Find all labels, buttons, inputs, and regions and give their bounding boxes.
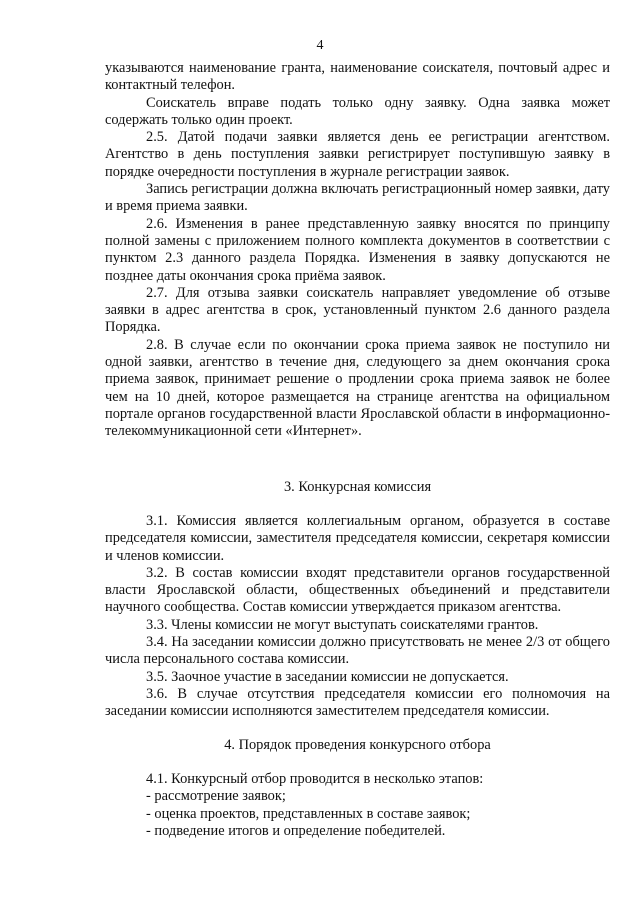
list-item: - оценка проектов, представленных в составе заявок; (146, 805, 471, 822)
paragraph: 3.5. Заочное участие в заседании комиссии не допускается. (146, 668, 509, 685)
section-4-body (105, 771, 610, 840)
paragraph: 3.4. На заседании комиссии должно присутствовать не менее 2/3 от общего числа персонального состава комиссии. (105, 634, 610, 668)
list-item: - рассмотрение заявок; (146, 788, 286, 805)
paragraph: 2.5. Датой подачи заявки является день ее регистрации агентством. Агентство в день поступления заявки регистрирует поступившую заявку в порядке очередности поступления в журнале регистрации заявок. (105, 129, 610, 180)
section-3-body (105, 513, 610, 721)
section-heading: 3. Конкурсная комиссия (283, 479, 432, 495)
paragraph: 3.3. Члены комиссии не могут выступать соискателями грантов. (146, 616, 539, 633)
section-2-continuation (105, 60, 610, 441)
paragraph: 2.8. В случае если по окончании срока приема заявок не поступило ни одной заявки, агентство в течение дня, следующего за днем окончания срока приема заявок, принимает решение о продлении срока приема заявок не более чем на 10 дней, которое размещается на странице агентства на официальном портале органов государственной власти Ярославской области в информационно-телекоммуникационной сети «Интернет». (105, 336, 610, 440)
paragraph: 2.6. Изменения в ранее представленную заявку вносятся по принципу полной замены с приложением полного комплекта документов в соответствии с пунктом 2.3 данного раздела Порядка. Изменения в заявку допускаются не позднее даты окончания срока приёма заявок. (105, 215, 610, 284)
paragraph: Запись регистрации должна включать регистрационный номер заявки, дату и время приема заявки. (105, 181, 610, 215)
paragraph: 2.7. Для отзыва заявки соискатель направляет уведомление об отзыве заявки в адрес агентства в срок, установленный пунктом 2.6 данного раздела Порядка. (105, 284, 610, 336)
section-3 (105, 479, 610, 496)
paragraph: 3.6. В случае отсутствия председателя комиссии его полномочия на заседании комиссии исполняются заместителем председателя комиссии. (105, 685, 610, 720)
paragraph: 4.1. Конкурсный отбор проводится в несколько этапов: (146, 771, 484, 787)
section-4 (105, 737, 610, 754)
page-number: 4 (316, 38, 324, 53)
paragraph: 3.1. Комиссия является коллегиальным органом, образуется в составе председателя комиссии, заместителя председателя комиссии, секретаря комиссии и членов комиссии. (105, 513, 610, 564)
paragraph: 3.2. В состав комиссии входят представители органов государственной власти Ярославской области, общественных объединений и представители научного сообщества. Состав комиссии утверждается приказом агентства. (105, 564, 610, 616)
section-heading: 4. Порядок проведения конкурсного отбора (224, 737, 491, 753)
paragraph: Соискатель вправе подать только одну заявку. Одна заявка может содержать только один проект. (105, 94, 610, 128)
paragraph: указываются наименование гранта, наименование соискателя, почтовый адрес и контактный телефон. (105, 60, 610, 94)
list-item: - подведение итогов и определение победителей. (146, 822, 446, 839)
